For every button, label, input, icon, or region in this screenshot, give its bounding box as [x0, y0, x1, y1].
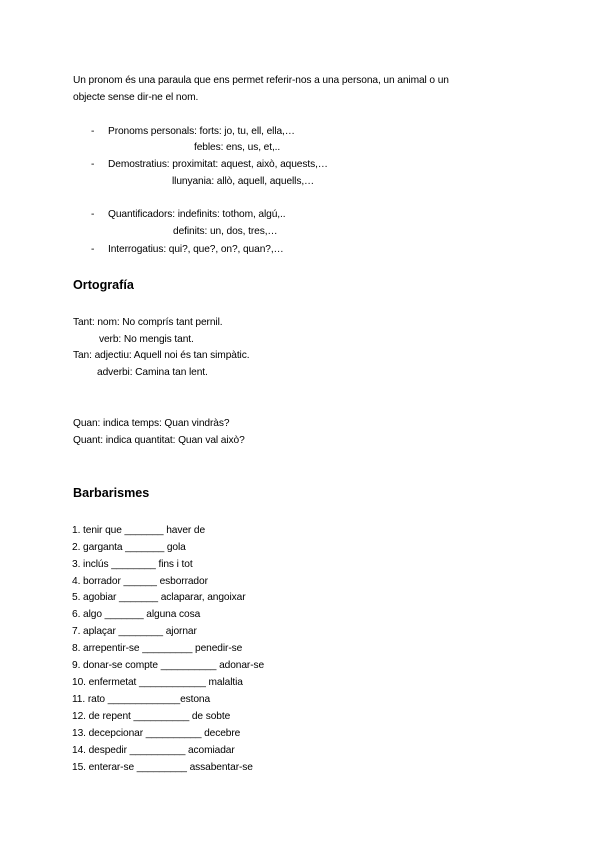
barbarisme-item: 4. borrador ______ esborrador: [72, 576, 208, 587]
ortografia-tan-adjectiu: Tan: adjectiu: Aquell noi és tan simpàtic.: [73, 350, 250, 361]
intro-line-2: objecte sense dir-ne el nom.: [73, 92, 199, 103]
list-bullet: -: [91, 126, 95, 137]
barbarisme-item: 5. agobiar _______ aclaparar, angoixar: [72, 592, 246, 603]
barbarisme-item: 2. garganta _______ gola: [72, 542, 186, 553]
ortografia-heading: Ortografía: [73, 278, 134, 292]
list-bullet: -: [91, 209, 95, 220]
ortografia-tant-nom: Tant: nom: No comprís tant pernil.: [73, 317, 223, 328]
pronoms-interrogatius: Interrogatius: qui?, que?, on?, quan?,…: [108, 244, 284, 255]
pronoms-demostratius-llunyania: llunyania: allò, aquell, aquells,…: [172, 176, 315, 187]
list-bullet: -: [91, 159, 95, 170]
barbarismes-heading: Barbarismes: [73, 486, 150, 500]
ortografia-tan-adverbi: adverbi: Camina tan lent.: [97, 367, 208, 378]
ortografia-quan: Quan: indica temps: Quan vindràs?: [73, 418, 230, 429]
pronoms-personals-febles: febles: ens, us, et,..: [194, 142, 281, 153]
pronoms-quantificadors: Quantificadors: indefinits: tothom, algú,..: [108, 209, 286, 220]
barbarisme-item: 9. donar-se compte __________ adonar-se: [72, 660, 265, 671]
barbarisme-item: 12. de repent __________ de sobte: [72, 711, 231, 722]
barbarisme-item: 7. aplaçar ________ ajornar: [72, 626, 197, 637]
barbarisme-item: 10. enfermetat ____________ malaltia: [72, 677, 243, 688]
pronoms-personals: Pronoms personals: forts: jo, tu, ell, ella,…: [108, 126, 295, 137]
barbarisme-item: 3. inclús ________ fins i tot: [72, 559, 193, 570]
barbarisme-item: 11. rato _____________estona: [72, 694, 211, 705]
barbarisme-item: 6. algo _______ alguna cosa: [72, 609, 201, 620]
barbarisme-item: 15. enterar-se _________ assabentar-se: [72, 762, 253, 773]
pronoms-quantificadors-definits: definits: un, dos, tres,…: [173, 226, 278, 237]
barbarisme-item: 14. despedir __________ acomiadar: [72, 745, 235, 756]
barbarisme-item: 8. arrepentir-se _________ penedir-se: [72, 643, 243, 654]
ortografia-quant: Quant: indica quantitat: Quan val això?: [73, 435, 245, 446]
pronoms-demostratius: Demostratius: proximitat: aquest, això, aquests,…: [108, 159, 328, 170]
intro-line-1: Un pronom és una paraula que ens permet referir-nos a una persona, un animal o un: [73, 75, 449, 86]
barbarisme-item: 1. tenir que _______ haver de: [72, 525, 206, 536]
ortografia-tant-verb: verb: No mengis tant.: [99, 334, 194, 345]
list-bullet: -: [91, 244, 95, 255]
barbarisme-item: 13. decepcionar __________ decebre: [72, 728, 241, 739]
